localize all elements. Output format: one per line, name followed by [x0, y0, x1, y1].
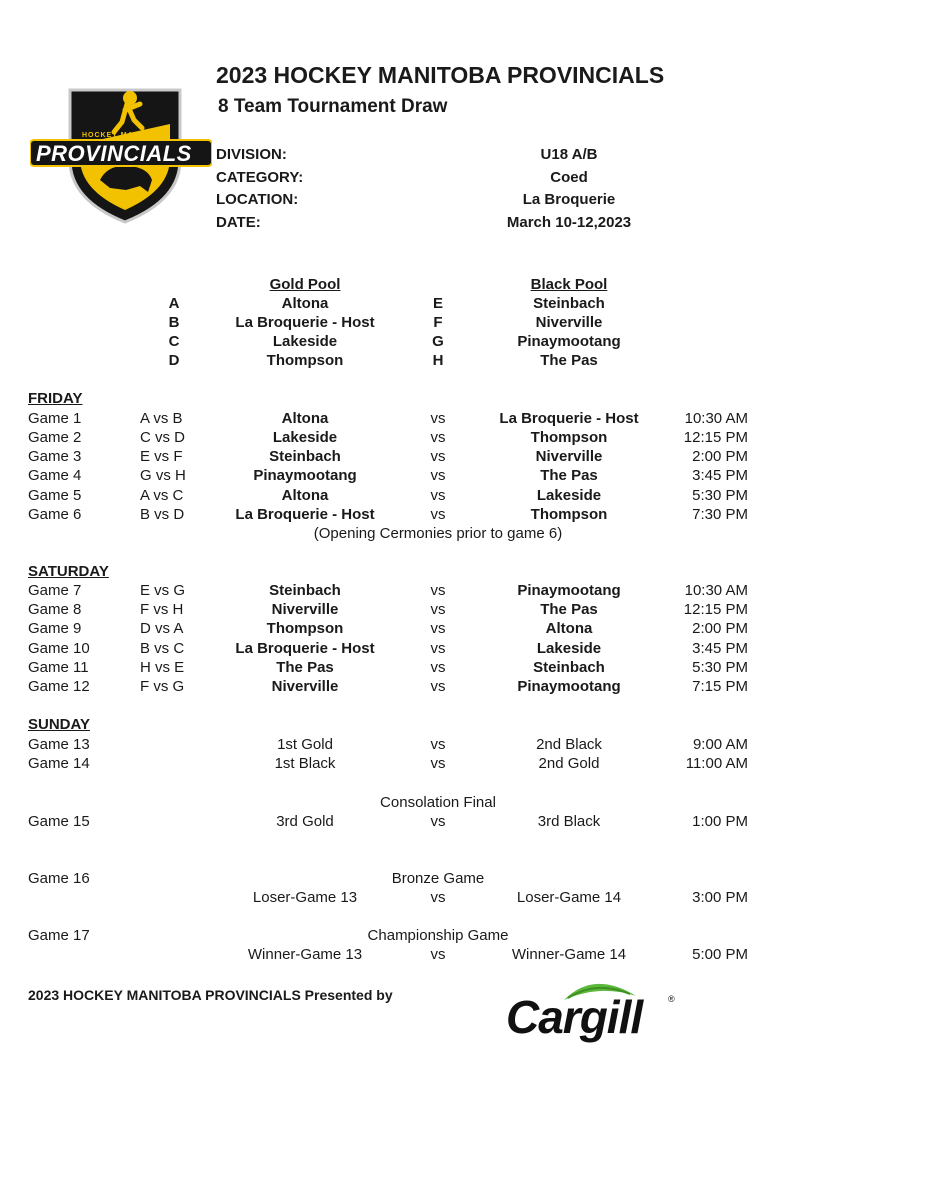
home-team: La Broquerie - Host: [235, 506, 375, 523]
vs-label: vs: [430, 813, 446, 830]
gold-pool-team: La Broquerie - Host: [235, 314, 375, 331]
gold-pool-letter: B: [168, 314, 180, 331]
black-pool-letter: E: [432, 295, 443, 312]
game-matchup-letters: H vs E: [140, 659, 185, 676]
game-time: 9:00 AM: [692, 736, 748, 753]
away-team: Loser-Game 14: [516, 889, 622, 906]
away-team: 3rd Black: [537, 813, 601, 830]
game-matchup-letters: A vs B: [140, 410, 183, 427]
vs-label: vs: [430, 659, 446, 676]
home-team: Thompson: [266, 620, 344, 637]
game-number: Game 6: [28, 506, 82, 523]
game-time: 5:30 PM: [692, 659, 748, 676]
game-time: 12:15 PM: [683, 429, 748, 446]
page-title: 2023 HOCKEY MANITOBA PROVINCIALS: [216, 62, 665, 88]
game-matchup-letters: D vs A: [140, 620, 184, 637]
black-pool-letter: F: [433, 314, 443, 331]
vs-label: vs: [430, 946, 446, 963]
home-team: Steinbach: [269, 582, 341, 599]
gold-pool-team: Altona: [281, 295, 329, 312]
game-number: Game 2: [28, 429, 82, 446]
hockey-manitoba-provincials-logo: [30, 82, 212, 228]
black-pool-title: Black Pool: [530, 276, 608, 293]
info-value-location: La Broquerie: [522, 191, 616, 208]
info-label-location: LOCATION:: [216, 191, 299, 208]
vs-label: vs: [430, 506, 446, 523]
game-number: Game 8: [28, 601, 82, 618]
cargill-logo: [504, 974, 684, 1050]
game-matchup-letters: E vs F: [140, 448, 183, 465]
home-team: Steinbach: [269, 448, 341, 465]
game-matchup-letters: F vs G: [140, 678, 185, 695]
away-team: Winner-Game 14: [511, 946, 627, 963]
game-number: Game 4: [28, 467, 82, 484]
game-number: Game 15: [28, 813, 90, 830]
info-label-date: DATE:: [216, 214, 261, 231]
game-time: 2:00 PM: [692, 448, 748, 465]
away-team: Niverville: [535, 448, 603, 465]
vs-label: vs: [430, 448, 446, 465]
game-number: Game 1: [28, 410, 82, 427]
black-pool-letter: H: [432, 352, 444, 369]
home-team: Niverville: [271, 678, 339, 695]
game-number: Game 14: [28, 755, 90, 772]
home-team: Lakeside: [272, 429, 338, 446]
vs-label: vs: [430, 640, 446, 657]
logo-text-main: PROVINCIALS: [36, 141, 192, 166]
info-value-date: March 10-12,2023: [506, 214, 632, 231]
day-heading-saturday: SATURDAY: [28, 563, 109, 580]
game-matchup-letters: B vs C: [140, 640, 185, 657]
vs-label: vs: [430, 467, 446, 484]
game-matchup-letters: B vs D: [140, 506, 185, 523]
gold-pool-letter: C: [168, 333, 180, 350]
away-team: Lakeside: [536, 640, 602, 657]
day-heading-sunday: SUNDAY: [28, 716, 90, 733]
vs-label: vs: [430, 410, 446, 427]
home-team: La Broquerie - Host: [235, 640, 375, 657]
game-time: 2:00 PM: [692, 620, 748, 637]
game-time: 5:30 PM: [692, 487, 748, 504]
game-time: 1:00 PM: [692, 813, 748, 830]
home-team: Altona: [281, 487, 329, 504]
footer-presented-by: 2023 HOCKEY MANITOBA PROVINCIALS Presented by: [28, 987, 393, 1003]
registered-mark-icon: ®: [668, 994, 675, 1004]
game-matchup-letters: A vs C: [140, 487, 184, 504]
vs-label: vs: [430, 889, 446, 906]
home-team: Altona: [281, 410, 329, 427]
vs-label: vs: [430, 429, 446, 446]
cargill-wordmark: Cargill: [506, 991, 643, 1043]
game-time: 10:30 AM: [684, 582, 748, 599]
game-number: Game 11: [28, 659, 89, 676]
game-number: Game 7: [28, 582, 82, 599]
game-time: 3:45 PM: [692, 640, 748, 657]
away-team: Steinbach: [533, 659, 605, 676]
vs-label: vs: [430, 755, 446, 772]
gold-pool-letter: D: [168, 352, 180, 369]
info-label-category: CATEGORY:: [216, 169, 304, 186]
game-matchup-letters: G vs H: [140, 467, 186, 484]
home-team: 3rd Gold: [276, 813, 334, 830]
away-team: Pinaymootang: [517, 582, 621, 599]
game-time: 11:00 AM: [685, 755, 748, 772]
black-pool-team: Pinaymootang: [517, 333, 621, 350]
game-number: Game 10: [28, 640, 90, 657]
game-time: 3:00 PM: [692, 889, 748, 906]
vs-label: vs: [430, 736, 446, 753]
game-number: Game 5: [28, 487, 82, 504]
page-subtitle: 8 Team Tournament Draw: [218, 96, 448, 117]
bronze-game-heading: Bronze Game: [391, 870, 485, 887]
info-value-division: U18 A/B: [540, 146, 598, 163]
home-team: 1st Black: [274, 755, 336, 772]
game-time: 3:45 PM: [692, 467, 748, 484]
game-matchup-letters: C vs D: [140, 429, 185, 446]
game-number: Game 9: [28, 620, 82, 637]
gold-pool-title: Gold Pool: [269, 276, 341, 293]
home-team: Winner-Game 13: [247, 946, 363, 963]
game-number: Game 17: [28, 927, 90, 944]
game-number: Game 16: [28, 870, 90, 887]
vs-label: vs: [430, 620, 446, 637]
game-time: 12:15 PM: [683, 601, 748, 618]
away-team: The Pas: [540, 601, 598, 618]
away-team: 2nd Gold: [538, 755, 600, 772]
info-label-division: DIVISION:: [216, 146, 287, 163]
info-value-category: Coed: [550, 169, 588, 186]
away-team: The Pas: [540, 467, 598, 484]
away-team: Thompson: [530, 429, 608, 446]
vs-label: vs: [430, 487, 446, 504]
game-number: Game 13: [28, 736, 90, 753]
game-time: 10:30 AM: [684, 410, 748, 427]
game-matchup-letters: F vs H: [140, 601, 184, 618]
gold-pool-team: Lakeside: [272, 333, 338, 350]
vs-label: vs: [430, 582, 446, 599]
game-number: Game 12: [28, 678, 90, 695]
consolation-final-heading: Consolation Final: [380, 794, 496, 811]
away-team: Pinaymootang: [517, 678, 621, 695]
vs-label: vs: [430, 678, 446, 695]
away-team: 2nd Black: [536, 736, 602, 753]
opening-ceremonies-note: (Opening Cermonies prior to game 6): [313, 525, 563, 542]
game-time: 7:30 PM: [692, 506, 748, 523]
logo-text-top: HOCKEY MANITOBA: [82, 132, 167, 139]
black-pool-letter: G: [432, 333, 444, 350]
gold-pool-letter: A: [168, 295, 180, 312]
day-heading-friday: FRIDAY: [28, 390, 83, 407]
home-team: The Pas: [276, 659, 334, 676]
game-number: Game 3: [28, 448, 82, 465]
championship-game-heading: Championship Game: [367, 927, 509, 944]
vs-label: vs: [430, 601, 446, 618]
black-pool-team: Steinbach: [533, 295, 605, 312]
away-team: Thompson: [530, 506, 608, 523]
away-team: La Broquerie - Host: [499, 410, 639, 427]
away-team: Altona: [545, 620, 593, 637]
gold-pool-team: Thompson: [266, 352, 344, 369]
away-team: Lakeside: [536, 487, 602, 504]
home-team: 1st Gold: [277, 736, 333, 753]
home-team: Loser-Game 13: [252, 889, 358, 906]
game-time: 7:15 PM: [692, 678, 748, 695]
home-team: Niverville: [271, 601, 339, 618]
black-pool-team: Niverville: [535, 314, 603, 331]
black-pool-team: The Pas: [540, 352, 598, 369]
game-matchup-letters: E vs G: [140, 582, 186, 599]
home-team: Pinaymootang: [253, 467, 357, 484]
game-time: 5:00 PM: [692, 946, 748, 963]
